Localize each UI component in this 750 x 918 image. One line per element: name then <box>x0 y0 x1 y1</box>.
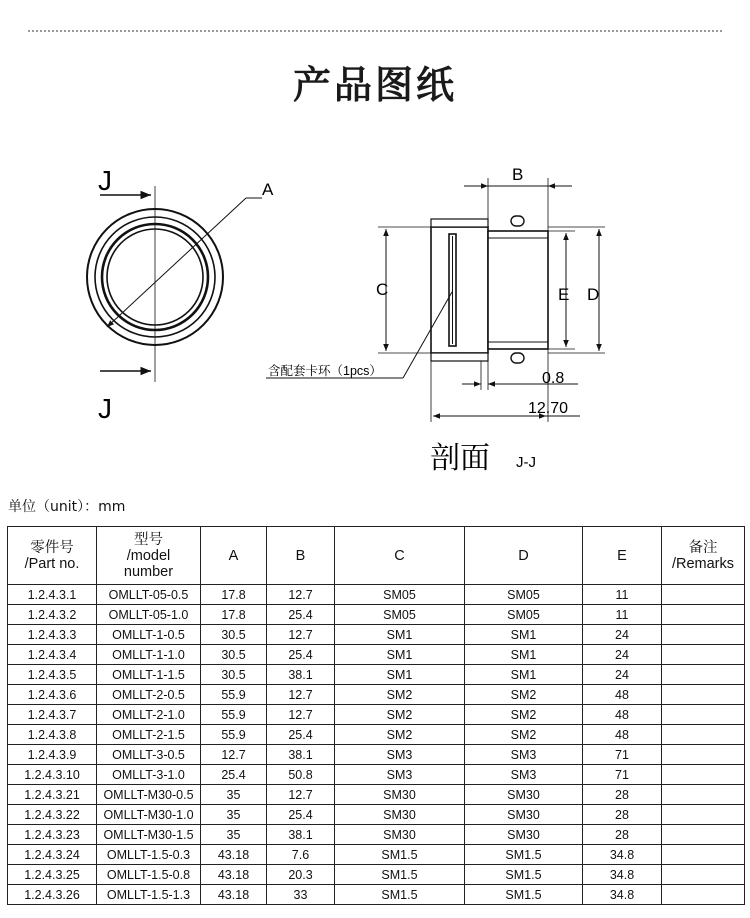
cell-e: 34.8 <box>583 865 662 885</box>
cell-part: 1.2.4.3.2 <box>8 605 97 625</box>
cell-d: SM1 <box>465 665 583 685</box>
section-title: 剖面 <box>430 442 490 475</box>
cell-c: SM30 <box>335 825 465 845</box>
cell-e: 71 <box>583 765 662 785</box>
dim-1270-value: 12.70 <box>528 400 569 417</box>
cell-c: SM05 <box>335 585 465 605</box>
cell-b: 12.7 <box>267 585 335 605</box>
groove-bottom <box>511 353 524 363</box>
cell-b: 25.4 <box>267 605 335 625</box>
cell-a: 30.5 <box>201 665 267 685</box>
cell-part: 1.2.4.3.9 <box>8 745 97 765</box>
cell-c: SM1.5 <box>335 885 465 905</box>
cell-d: SM3 <box>465 765 583 785</box>
cell-a: 43.18 <box>201 845 267 865</box>
cell-e: 48 <box>583 725 662 745</box>
table-row <box>8 665 745 685</box>
callout-note: 含配套卡环（1pcs） <box>268 364 382 378</box>
cell-d: SM2 <box>465 705 583 725</box>
table-row <box>8 765 745 785</box>
cell-a: 12.7 <box>201 745 267 765</box>
cell-model: OMLLT-M30-1.5 <box>97 825 201 845</box>
cell-part: 1.2.4.3.7 <box>8 705 97 725</box>
cell-e: 34.8 <box>583 845 662 865</box>
cell-part: 1.2.4.3.22 <box>8 805 97 825</box>
cell-model: OMLLT-05-0.5 <box>97 585 201 605</box>
dimension-a-line <box>107 198 246 327</box>
cell-remarks <box>662 825 745 845</box>
header-d: D <box>465 527 583 585</box>
tube-body <box>488 231 548 349</box>
cell-part: 1.2.4.3.5 <box>8 665 97 685</box>
header-remarks: 备注 /Remarks <box>662 527 745 585</box>
header-part: 零件号 /Part no. <box>8 527 97 585</box>
header-b: B <box>267 527 335 585</box>
cell-b: 12.7 <box>267 625 335 645</box>
cell-remarks <box>662 745 745 765</box>
table-body <box>8 585 745 905</box>
cell-c: SM3 <box>335 765 465 785</box>
table-row <box>8 685 745 705</box>
cell-e: 71 <box>583 745 662 765</box>
cell-d: SM1.5 <box>465 845 583 865</box>
table-row <box>8 845 745 865</box>
section-mark-bottom: J <box>98 393 112 424</box>
cell-d: SM2 <box>465 725 583 745</box>
cell-e: 28 <box>583 825 662 845</box>
cell-remarks <box>662 645 745 665</box>
cell-b: 20.3 <box>267 865 335 885</box>
table-row <box>8 885 745 905</box>
cell-remarks <box>662 605 745 625</box>
cell-remarks <box>662 885 745 905</box>
cell-d: SM30 <box>465 785 583 805</box>
section-view <box>266 165 605 475</box>
cell-d: SM3 <box>465 745 583 765</box>
table-row <box>8 705 745 725</box>
cell-e: 48 <box>583 685 662 705</box>
cell-part: 1.2.4.3.24 <box>8 845 97 865</box>
table-row <box>8 865 745 885</box>
cell-remarks <box>662 665 745 685</box>
technical-drawing <box>0 150 750 480</box>
label-a: A <box>262 180 274 199</box>
cell-b: 50.8 <box>267 765 335 785</box>
table-header-row <box>8 527 745 585</box>
cell-c: SM2 <box>335 725 465 745</box>
cell-d: SM05 <box>465 585 583 605</box>
cell-remarks <box>662 725 745 745</box>
cell-part: 1.2.4.3.6 <box>8 685 97 705</box>
front-view <box>87 165 274 424</box>
section-code: J-J <box>516 454 536 471</box>
cell-model: OMLLT-3-0.5 <box>97 745 201 765</box>
cell-c: SM1 <box>335 665 465 685</box>
cell-model: OMLLT-M30-1.0 <box>97 805 201 825</box>
label-e: E <box>558 285 570 304</box>
cell-c: SM30 <box>335 785 465 805</box>
cell-c: SM2 <box>335 685 465 705</box>
cell-b: 38.1 <box>267 825 335 845</box>
table-row <box>8 825 745 845</box>
cell-b: 25.4 <box>267 645 335 665</box>
cell-model: OMLLT-1.5-1.3 <box>97 885 201 905</box>
label-c: C <box>376 280 389 299</box>
cell-c: SM1.5 <box>335 865 465 885</box>
cell-e: 28 <box>583 805 662 825</box>
cell-c: SM30 <box>335 805 465 825</box>
cell-a: 43.18 <box>201 885 267 905</box>
cell-part: 1.2.4.3.10 <box>8 765 97 785</box>
cell-d: SM1 <box>465 625 583 645</box>
cell-d: SM1.5 <box>465 885 583 905</box>
header-e: E <box>583 527 662 585</box>
cell-model: OMLLT-1-1.0 <box>97 645 201 665</box>
cell-c: SM1 <box>335 625 465 645</box>
cell-a: 35 <box>201 825 267 845</box>
cell-b: 38.1 <box>267 745 335 765</box>
table-row <box>8 625 745 645</box>
cell-model: OMLLT-3-1.0 <box>97 765 201 785</box>
cell-b: 12.7 <box>267 685 335 705</box>
cell-remarks <box>662 585 745 605</box>
cell-model: OMLLT-2-1.5 <box>97 725 201 745</box>
cell-c: SM05 <box>335 605 465 625</box>
table-row <box>8 725 745 745</box>
flange-top-step <box>431 219 488 227</box>
cell-b: 25.4 <box>267 725 335 745</box>
cell-part: 1.2.4.3.21 <box>8 785 97 805</box>
cell-e: 11 <box>583 605 662 625</box>
cell-c: SM1 <box>335 645 465 665</box>
cell-model: OMLLT-1-1.5 <box>97 665 201 685</box>
cell-a: 55.9 <box>201 705 267 725</box>
cell-b: 12.7 <box>267 705 335 725</box>
cell-model: OMLLT-1.5-0.3 <box>97 845 201 865</box>
cell-c: SM1.5 <box>335 845 465 865</box>
unit-label: 单位（unit）：mm <box>8 499 126 515</box>
page-title: 产品图纸 <box>292 63 457 107</box>
cell-part: 1.2.4.3.1 <box>8 585 97 605</box>
cell-e: 34.8 <box>583 885 662 905</box>
dotted-divider <box>28 30 722 32</box>
cell-a: 30.5 <box>201 645 267 665</box>
cell-d: SM1 <box>465 645 583 665</box>
cell-part: 1.2.4.3.25 <box>8 865 97 885</box>
cell-part: 1.2.4.3.26 <box>8 885 97 905</box>
cell-remarks <box>662 865 745 885</box>
dim-08-value: 0.8 <box>542 370 565 387</box>
cell-model: OMLLT-2-1.0 <box>97 705 201 725</box>
cell-b: 33 <box>267 885 335 905</box>
cell-e: 48 <box>583 705 662 725</box>
section-mark-top: J <box>98 165 112 196</box>
cell-e: 24 <box>583 665 662 685</box>
table-row <box>8 605 745 625</box>
cell-a: 35 <box>201 785 267 805</box>
cell-e: 24 <box>583 625 662 645</box>
cell-part: 1.2.4.3.3 <box>8 625 97 645</box>
body-flange <box>431 227 488 353</box>
cell-model: OMLLT-2-0.5 <box>97 685 201 705</box>
cell-d: SM30 <box>465 805 583 825</box>
flange-bottom-step <box>431 353 488 361</box>
cell-a: 17.8 <box>201 585 267 605</box>
cell-c: SM2 <box>335 705 465 725</box>
cell-d: SM1.5 <box>465 865 583 885</box>
cell-c: SM3 <box>335 745 465 765</box>
cell-model: OMLLT-05-1.0 <box>97 605 201 625</box>
cell-a: 55.9 <box>201 725 267 745</box>
cell-e: 24 <box>583 645 662 665</box>
cell-model: OMLLT-1.5-0.8 <box>97 865 201 885</box>
cell-d: SM05 <box>465 605 583 625</box>
label-b: B <box>512 165 524 184</box>
cell-part: 1.2.4.3.8 <box>8 725 97 745</box>
cell-remarks <box>662 765 745 785</box>
table-row <box>8 585 745 605</box>
table-row <box>8 785 745 805</box>
header-a: A <box>201 527 267 585</box>
cell-remarks <box>662 805 745 825</box>
header-c: C <box>335 527 465 585</box>
spec-table <box>7 526 745 905</box>
cell-d: SM2 <box>465 685 583 705</box>
cell-d: SM30 <box>465 825 583 845</box>
cell-remarks <box>662 705 745 725</box>
cell-remarks <box>662 625 745 645</box>
cell-e: 28 <box>583 785 662 805</box>
cell-part: 1.2.4.3.4 <box>8 645 97 665</box>
cell-remarks <box>662 685 745 705</box>
cell-e: 11 <box>583 585 662 605</box>
cell-remarks <box>662 785 745 805</box>
cell-b: 12.7 <box>267 785 335 805</box>
cell-b: 7.6 <box>267 845 335 865</box>
table-row <box>8 645 745 665</box>
cell-b: 25.4 <box>267 805 335 825</box>
cell-remarks <box>662 845 745 865</box>
header-model: 型号 /model number <box>97 527 201 585</box>
cell-part: 1.2.4.3.23 <box>8 825 97 845</box>
cell-a: 25.4 <box>201 765 267 785</box>
table-row <box>8 805 745 825</box>
cell-a: 30.5 <box>201 625 267 645</box>
cell-model: OMLLT-M30-0.5 <box>97 785 201 805</box>
cell-a: 55.9 <box>201 685 267 705</box>
cell-b: 38.1 <box>267 665 335 685</box>
cell-a: 43.18 <box>201 865 267 885</box>
cell-a: 35 <box>201 805 267 825</box>
table-row <box>8 745 745 765</box>
label-d: D <box>587 285 600 304</box>
groove-top <box>511 216 524 226</box>
cell-model: OMLLT-1-0.5 <box>97 625 201 645</box>
cell-a: 17.8 <box>201 605 267 625</box>
